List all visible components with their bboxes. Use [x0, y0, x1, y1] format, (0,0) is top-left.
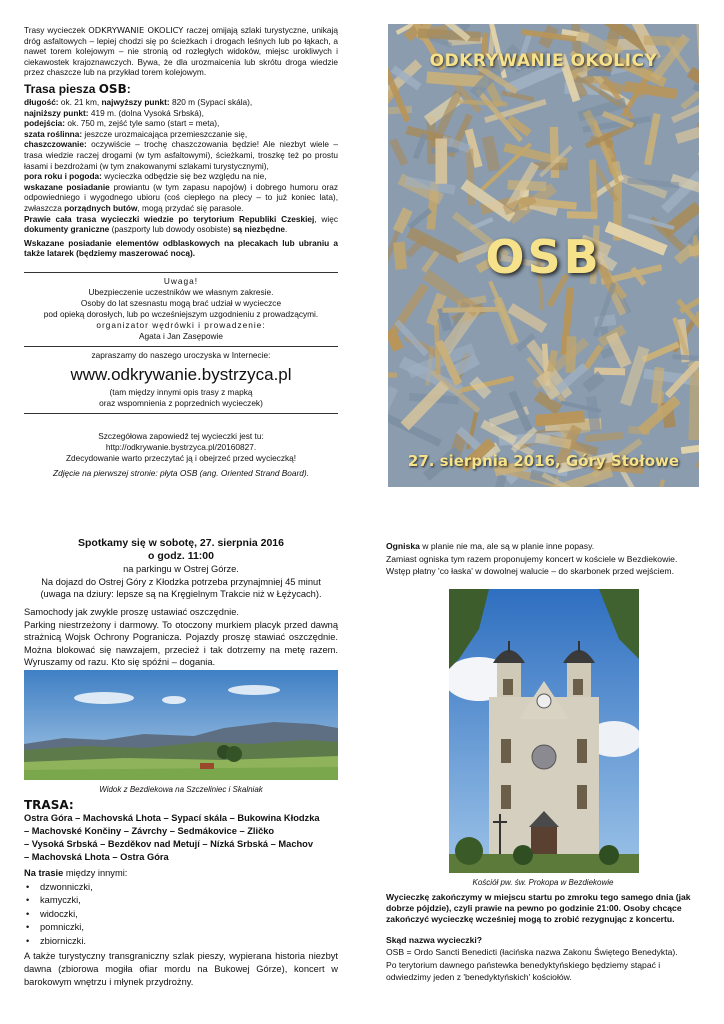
invite-note-2: oraz wspomnienia z poprzednich wycieczek) [99, 398, 263, 408]
name-origin-heading: Skąd nazwa wycieczki? [386, 935, 483, 945]
detail-length: długość: ok. 21 km, najwyższy punkt: 820 m (Sypací skála), [24, 97, 253, 107]
wood-strand [442, 307, 500, 313]
on-route-list [24, 881, 338, 949]
cover-title: ODKRYWANIE OKOLICY [429, 51, 658, 71]
route-list [24, 812, 338, 864]
name-origin-block [386, 934, 700, 983]
details-recommend: Zdecydowanie warto przeczytać ją i obejrzeć przed wycieczką! [65, 453, 297, 463]
route-line: Ostra Góra – Machovská Lhota – Sypací skála – Bukowina Kłodzka [24, 813, 320, 823]
meeting-travel-note: (uwaga na dziury: lepsze są na Kręgielnym Trakcie niż w Łężycach). [40, 589, 322, 599]
name-origin-line-2: Po terytorium dawnego państewka benedyktyńskiego będziemy stąpać i odwiedzimy jeden z 'benedyktyńskich' kościołów. [386, 959, 661, 982]
meeting-time: o godz. 11:00 [148, 550, 214, 562]
list-item: • widoczki, [24, 908, 338, 922]
on-route-label: Na trasie [24, 868, 64, 878]
on-route-block [24, 867, 338, 948]
church-photo [449, 589, 639, 873]
notice-title: Uwaga! [163, 276, 199, 286]
route-line: – Vysoká Srbská – Bezděkov nad Metují – Nízká Srbská – Machov [24, 839, 314, 849]
notice-organizer-label: organizator wędrówki i prowadzenie: [96, 320, 266, 330]
list-item: • pomniczki, [24, 921, 338, 935]
parking-line-2: Parking niestrzeżony i darmowy. To otoczony murkiem placyk przed dawną strażnicą Wojsk Ochrony Pogranicza. Pojazdy proszę stawiać oszczędnie. Można blokować się nawzajem, przecież i tak dotrzemy na metę razem. Wyruszamy od razu. Kto się spóźni – dogania. [24, 619, 338, 667]
notice-minors-2: pod opieką dorosłych, lub po wcześniejszym uzgodnieniu z prowadzącymi. [43, 309, 319, 319]
list-item: • kamyczki, [24, 894, 338, 908]
on-route-text: między innymi: [63, 868, 128, 878]
invite-note-1: (tam między innymi opis trasy z mapką [109, 387, 253, 397]
intro-paragraph [24, 25, 338, 78]
route-line: – Machovské Končiny – Závrchy – Sedmákovice – Zličko [24, 826, 275, 836]
cover-date: 27. sierpnia 2016, Góry Stołowe [407, 452, 680, 470]
invite-block [24, 350, 338, 409]
landscape-caption: Widok z Bezdiekowa na Szczeliniec i Skalniak [99, 785, 263, 794]
detail-season: pora roku i pogoda: wycieczka odbędzie się bez względu na nie, [24, 171, 267, 182]
trasa-heading [24, 82, 131, 96]
name-origin-line-1: OSB = Ordo Sancti Benedicti (łacińska nazwa Zakonu Świętego Benedykta). [386, 947, 678, 958]
divider-top [24, 272, 338, 273]
wood-strand [388, 372, 397, 378]
invite-text: zapraszamy do naszego uroczyska w Internecie: [91, 350, 271, 360]
notice-minors: Osoby do lat szesnastu mogą brać udział w wycieczce [80, 298, 282, 308]
detail-ascent: podejścia: ok. 750 m, zejść tyle samo (start = meta), [24, 118, 220, 129]
route-line: – Machovská Lhota – Ostra Góra [24, 852, 169, 862]
ending-paragraph: Wycieczkę zakończymy w miejscu startu po zmroku tego samego dnia (jak dobrze pójdzie), czyli prawie na pewno po godzinie 21:00. Osoby chcące zakończyć wycieczkę wcześniej mogą to zrobić rezygnując z koncertu. [386, 892, 691, 924]
photo-credit: Zdjęcie na pierwszej stronie: płyta OSB (ang. Oriented Strand Board). [53, 468, 309, 478]
cover-big-title: OSB [485, 230, 602, 284]
notice-insurance: Ubezpieczenie uczestników we własnym zakresie. [88, 287, 274, 297]
meeting-travel: Na dojazd do Ostrej Góry z Kłodzka potrzeba przynajmniej 45 minut [41, 576, 321, 587]
detail-bushwhacking: chaszczowanie: oczywiście – trochę chaszczowania będzie! Ale niezbyt wiele – trasa wiedzie raczej drogami (w tym asfaltowymi), ścieżkami, troszkę też po prostu łasami i bezdrożami (w tym znakowanymi szlakami turystycznymi), [24, 139, 338, 171]
trasa-heading-text: Trasa piesza [24, 82, 99, 96]
parking-line-1: Samochody jak zwykle proszę ustawiać oszczędnie. [24, 607, 239, 617]
list-item: • zbiorniczki. [24, 935, 338, 949]
detail-documents: Prawie cała trasa wycieczki wiedzie po terytorium Republiki Czeskiej, więc dokumenty graniczne (paszporty lub dowody osobiste) są niezbędne. [24, 213, 338, 235]
wood-strand [550, 127, 559, 178]
detail-vegetation: szata roślinna: jeszcze urozmaicająca przemieszczanie się, [24, 128, 248, 139]
notice-organizers: Agata i Jan Zasępowie [139, 331, 223, 341]
detail-equipment: wskazane posiadanie prowiantu (w tym zapasu napojów) i dobrego humoru oraz odpowiedniego i wygodnego ubioru (coś ciepłego na plecy – to już koniec lata), zwłaszcza porządnych butów, mogą przydać się parasole. [24, 181, 338, 213]
bonfire-text: w planie nie ma, ale są w planie inne popasy. [419, 541, 595, 551]
trasa-details [24, 97, 338, 259]
details-block [24, 431, 338, 464]
details-url-text[interactable]: Szczegółowa zapowiedź tej wycieczki jest tu: http://odkrywanie.bystrzyca.pl/20160827. [98, 431, 264, 452]
route-heading: TRASA: [24, 798, 74, 812]
divider-middle [24, 346, 338, 347]
wood-strand [435, 139, 447, 184]
list-item: • dzwonniczki, [24, 881, 338, 895]
detail-reflective: Wskazane posiadanie elementów odblaskowych na plecakach lub ubraniu a także latarek (będziemy maszerować nocą). [24, 237, 338, 259]
parking-block [24, 606, 338, 669]
intro-text-end: raczej omijają szlaki turystyczne, unikają dróg asfaltowych – lepiej chodzi się po ścieżkach i drogach leśnych lub po łąkach, a nawet torem kolejowym – nie stronią od rozległych widoków, miejsc urokliwych i ciekawostek krajoznawczych. Bywa, że dla urozmaicenia lub skrótu droga wiedzie przez chaszcze lub na przykład torem kolejowym. [24, 25, 338, 78]
meeting-place: na parkingu w Ostrej Górze. [123, 564, 239, 574]
landscape-photo [24, 670, 338, 780]
divider-bottom [24, 413, 338, 414]
wood-strand [567, 211, 597, 219]
trasa-heading-osb: OSB [98, 82, 127, 96]
bonfire-label: Ogniska [386, 541, 420, 551]
intro-brand-name: ODKRYWANIE OKOLICY [88, 25, 184, 35]
trasa-heading-colon: : [126, 82, 131, 96]
church-caption: Kościół pw. św. Prokopa w Bezdiekowie [472, 878, 614, 887]
detail-lowest: najniższy punkt: 419 m. (dolna Vysoká Srbská), [24, 107, 204, 118]
website-link[interactable]: www.odkrywanie.bystrzyca.pl [70, 365, 292, 384]
bonfire-block [386, 540, 700, 578]
cover-image [388, 24, 699, 487]
extra-paragraph: A także turystyczny transgraniczny szlak pieszy, wypierana historia niezbyt dawna (zbiorowa mogiła ofiar mordu na Bukowej Górze), koncert w barokowym wnętrzu i młynek przydrożny. [24, 951, 338, 987]
intro-text-start: Trasy wycieczek [24, 25, 89, 35]
meeting-block [24, 537, 338, 601]
meeting-date: Spotkamy się w sobotę, 27. sierpnia 2016 [77, 537, 284, 549]
concert-text: Zamiast ogniska tym razem proponujemy koncert w kościele w Bezdiekowie. Wstęp płatny 'co łaska' w dowolnej walucie – do skarbonek przed wejściem. [386, 553, 678, 576]
notice-block [24, 276, 338, 342]
